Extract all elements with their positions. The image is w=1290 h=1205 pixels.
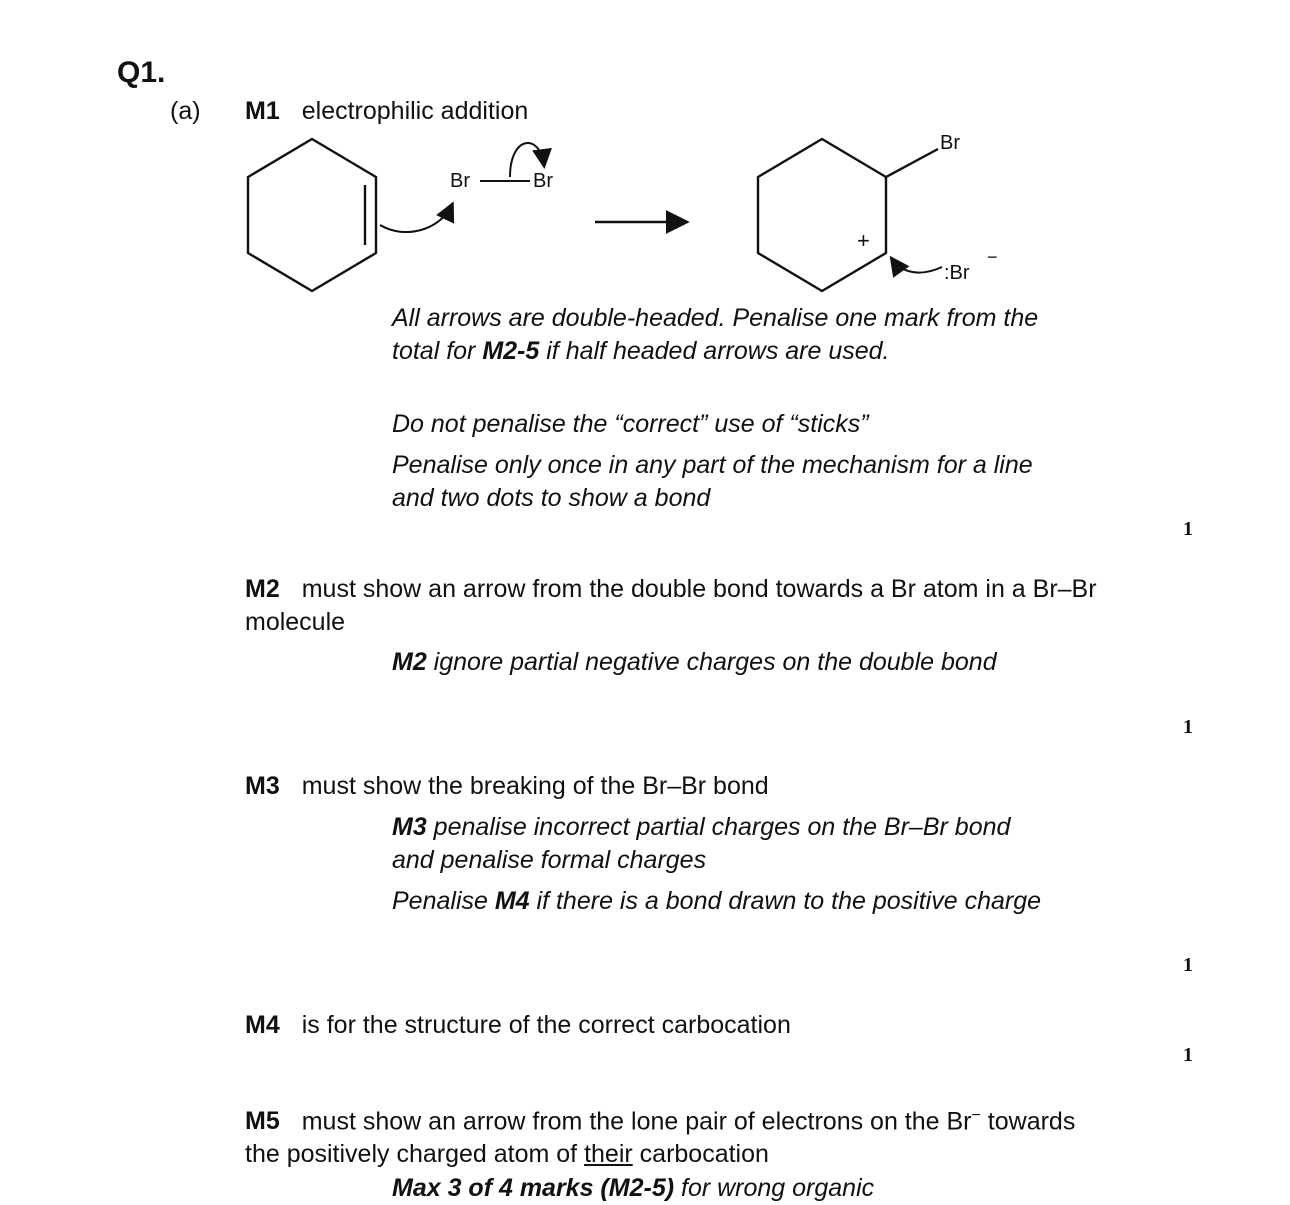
positive-charge: +	[857, 228, 870, 253]
note-bold: M3	[392, 813, 427, 841]
m2-label: M2	[245, 575, 280, 603]
curly-arrow-to-br	[380, 205, 452, 232]
m4-label: M4	[245, 1011, 280, 1039]
m1-label: M1	[245, 97, 280, 125]
note-line-dots: Penalise only once in any part of the mechanism for a line and two dots to show a bond	[392, 451, 1033, 512]
m5-note	[392, 1172, 1092, 1205]
m1-line	[245, 97, 528, 126]
note-bold: M2-5	[482, 337, 540, 365]
m4-text: is for the structure of the correct carbocation	[301, 1011, 791, 1039]
mark-value: 1	[1183, 954, 1193, 976]
mechanism-diagram	[230, 125, 1030, 305]
m5-minus-sup: −	[971, 1107, 981, 1124]
m2-paragraph	[245, 573, 1145, 639]
c-br-bond	[886, 149, 938, 177]
br-left-label: Br	[450, 170, 470, 192]
m5-their-underlined: their	[584, 1140, 633, 1169]
bromide-ion-label: :Br	[944, 262, 970, 284]
note-text: for wrong organic	[674, 1174, 875, 1202]
note-sticks: Do not penalise the “correct” use of “sticks”	[392, 410, 869, 438]
br-product-label: Br	[940, 132, 960, 154]
m3-paragraph	[245, 770, 1145, 803]
note-bold: M2	[392, 648, 427, 676]
m5-text: must show an arrow from the lone pair of electrons on the Br	[301, 1107, 972, 1136]
note-text: if half headed arrows are used.	[539, 337, 890, 365]
m5-text: towards the positively charged atom of	[245, 1107, 1076, 1169]
mark-value: 1	[1183, 716, 1193, 738]
bromide-minus: −	[987, 247, 998, 267]
m3-note-penalise	[392, 885, 1052, 918]
m1-text: electrophilic addition	[301, 97, 529, 125]
cyclohexene-ring	[248, 139, 376, 291]
note-bold: M4	[494, 887, 530, 915]
part-label: (a)	[170, 97, 201, 125]
m2-note	[392, 646, 1032, 679]
mark-value: 1	[1183, 1044, 1193, 1066]
m5-text: carbocation	[632, 1140, 769, 1169]
br-right-label: Br	[533, 170, 553, 192]
carbocation-ring	[758, 139, 886, 291]
mark-value: 1	[1183, 518, 1193, 540]
m5-paragraph	[245, 1099, 1105, 1171]
m3-note-charges	[392, 811, 1052, 877]
note-bold: Max 3 of 4 marks (M2-5)	[392, 1174, 675, 1202]
note-text: ignore partial negative charges on the double bond	[426, 648, 997, 676]
question-number: Q1.	[117, 56, 166, 89]
note-double-headed	[392, 302, 1072, 368]
m3-text: must show the breaking of the Br–Br bond	[301, 772, 769, 800]
m3-label: M3	[245, 772, 280, 800]
m5-label: M5	[245, 1107, 280, 1136]
note-text: Penalise	[392, 887, 495, 915]
note-text: All arrows are double-headed. Penalise one mark from the total for	[392, 304, 1039, 365]
note-text: penalise incorrect partial charges on the Br–Br bond and penalise formal charges	[392, 813, 1011, 874]
note-text: if there is a bond drawn to the positive charge	[529, 887, 1042, 915]
m4-paragraph	[245, 1009, 1145, 1042]
m2-text: must show an arrow from the double bond towards a Br atom in a Br–Br molecule	[245, 575, 1097, 636]
curly-arrow-bromide	[892, 259, 942, 273]
